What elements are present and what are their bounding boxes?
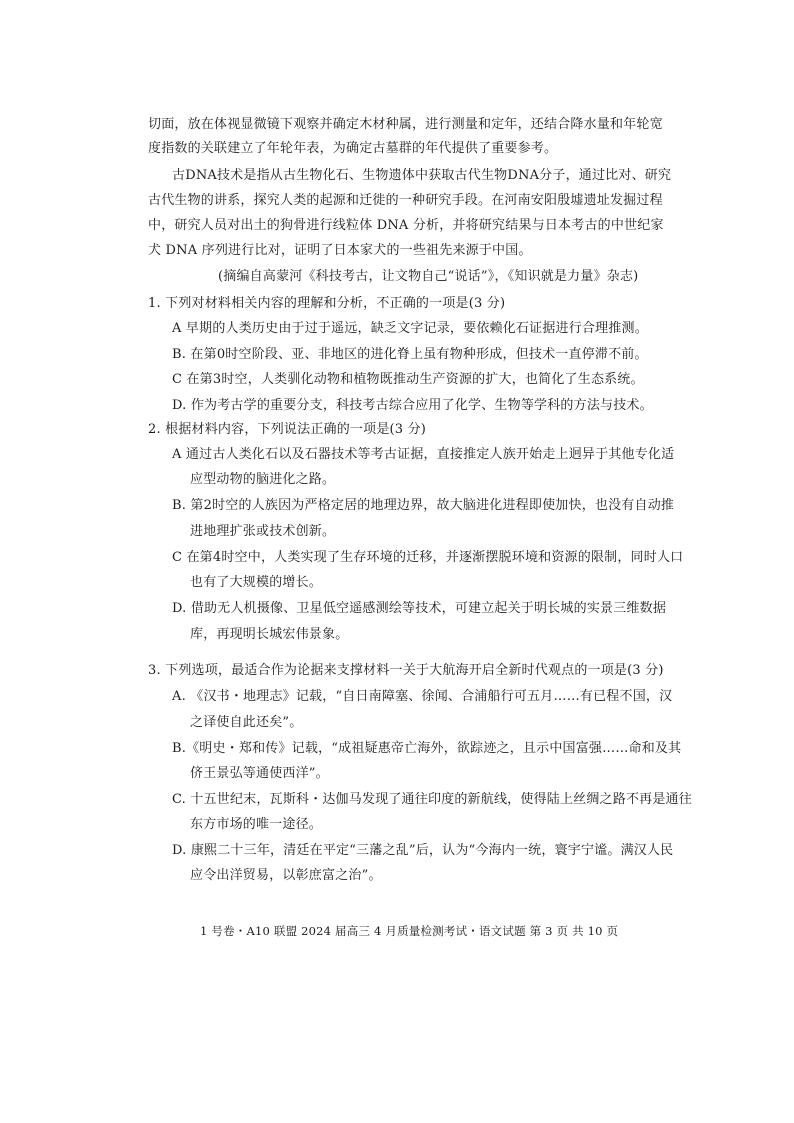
option-a: A. 《汉书・地理志》记载，“自日南障塞、徐闻、合浦船行可五月……有已程不国，汉 [172,689,673,704]
option-b-continued: 进地理扩张或技术创新。 [190,524,336,539]
option-d-continued: 库，再现明长城宏伟景象。 [190,627,349,642]
passage-line: 中，研究人员对出土的狗骨进行线粒体 DNA 分析，并将研究结果与日本考古的中世纪家 [148,218,664,233]
option-a-continued: 之译使自此还矣”。 [190,715,303,730]
option-a-continued: 应型动物的脑进化之路。 [190,472,336,487]
passage-line: 犬 DNA 序列进行比对，证明了日本家犬的一些祖先来源于中国。 [148,243,532,258]
question-stem: 1. 下列对材料相关内容的理解和分析，不正确的一项是(3 分) [148,296,506,311]
passage-line: 度指数的关联建立了年轮年表，为确定古墓群的年代提供了重要参考。 [148,141,558,156]
question-stem: 3. 下列选项，最适合作为论据来支撑材料一关于大航海开启全新时代观点的一项是(3 分) [148,663,664,678]
option-c-continued: 也有了大规模的增长。 [190,575,323,590]
option-c: C 在第4时空中，人类实现了生存环境的迁移，并逐渐摆脱环境和资源的限制，同时人口 [172,550,684,565]
source-citation: (摘编自高蒙河《科技考古，让文物自己“说话”》，《知识就是力量》杂志) [218,269,639,284]
option-d: D. 借助无人机摄像、卫星低空遥感测绘等技术，可建立起关于明长城的实景三维数据 [172,601,667,616]
option-c-continued: 东方市场的唯一途径。 [190,817,323,832]
passage-line: 古DNA技术是指从古生物化石、生物遗体中获取古代生物DNA分子，通过比对、研究 [172,168,672,183]
passage-line: 古代生物的讲系，探究人类的起源和迁徙的一种研究手段。在河南安阳殷墟遗址发掘过程 [148,193,663,208]
option-b: B. 第2时空的人族因为严格定居的地理边界，故大脑进化进程即使加快，也没有自动推 [172,498,675,513]
option-d: D. 作为考古学的重要分支，科技考古综合应用了化学、生物等学科的方法与技术。 [172,398,653,413]
option-b-continued: 侪王景弘等通使西洋”。 [190,766,329,781]
option-a: A 早期的人类历史由于过于遥远，缺乏文字记录，要依赖化石证据进行合理推测。 [172,321,648,336]
option-d-continued: 应令出洋贸易，以彰庶富之治”。 [190,868,382,883]
question-stem: 2. 根据材料内容，下列说法正确的一项是(3 分) [148,422,427,437]
option-a: A 通过古人类化石以及石器技术等考古证据，直接推定人族开始走上迥异于其他专化适 [172,447,675,462]
passage-line: 切面，放在体视显微镜下观察并确定木材种属，进行测量和定年，还结合降水量和年轮宽 [148,117,663,132]
option-c: C 在第3时空，人类驯化动物和植物既推动生产资源的扩大，也简化了生态系统。 [172,372,644,387]
option-c: C. 十五世纪末，瓦斯科・达伽马发现了通往印度的新航线，使得陆上丝绸之路不再是通往 [172,792,692,807]
option-b: B.《明史・郑和传》记载，“成祖疑惠帝亡海外，欲踪迹之，且示中国富强……命和及其 [172,741,682,756]
option-d: D. 康熙二十三年，清廷在平定“三藩之乱”后，认为“今海内一统，寰宇宁谧。满汉人民 [172,843,674,858]
option-b: B. 在第0时空阶段、亚、非地区的进化脊上虽有物种形成，但技术一直停滞不前。 [172,347,648,362]
page-footer: 1 号卷・A10 联盟 2024 届高三 4 月质量检测考试・语文试题 第 3 页 共 10 页 [200,924,619,938]
